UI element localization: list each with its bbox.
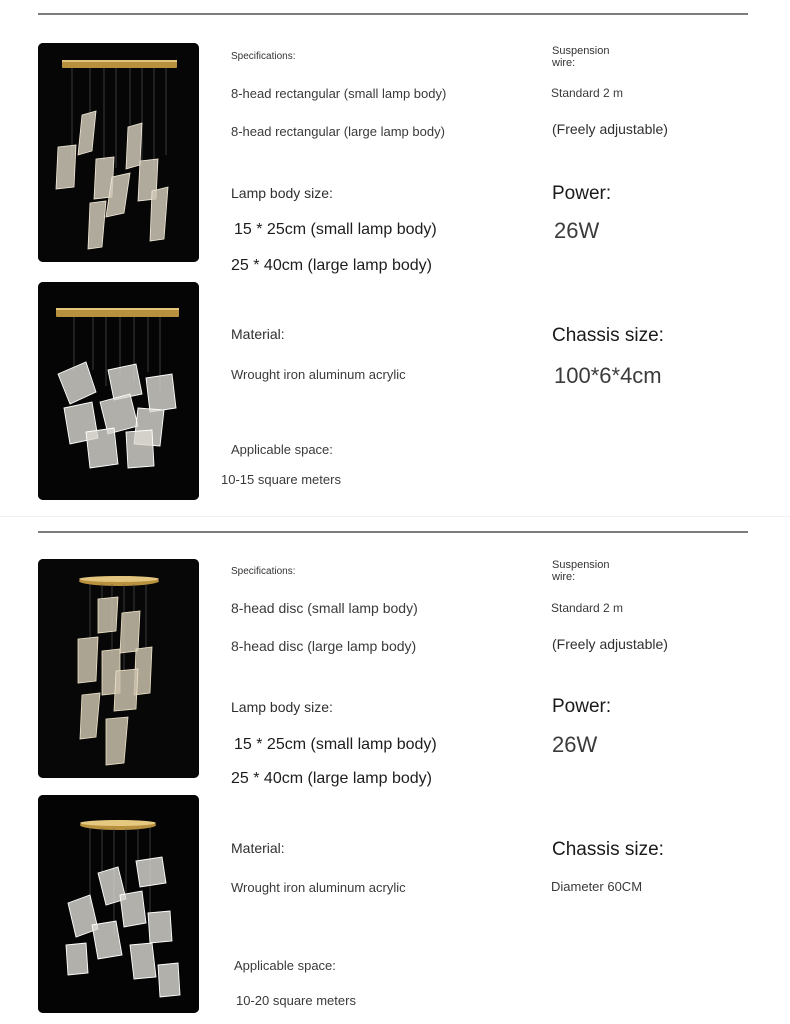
product-photo-rectangular-small (38, 43, 199, 262)
applicable-space-label: Applicable space: (234, 958, 336, 973)
suspension-label-line-1: Suspension (552, 45, 610, 57)
spec-line-1: 8-head rectangular (small lamp body) (231, 86, 447, 101)
spec-line-2: 8-head disc (large lamp body) (231, 638, 417, 654)
lamp-body-label: Lamp body size: (231, 699, 333, 715)
chassis-label: Chassis size: (552, 325, 664, 346)
chandelier-rectangular-image (38, 43, 199, 262)
suspension-label-line-2: wire: (552, 57, 576, 69)
suspension-value: Standard 2 m (551, 86, 624, 100)
chassis-label: Chassis size: (552, 839, 664, 860)
suspension-label-line-1: Suspension (552, 559, 610, 571)
lamp-body-small: 15 * 25cm (small lamp body) (234, 736, 437, 753)
suspension-note: (Freely adjustable) (552, 121, 668, 137)
specifications-label: Specifications: (231, 566, 296, 577)
power-label: Power: (552, 183, 612, 204)
material-value: Wrought iron aluminum acrylic (231, 880, 406, 895)
power-value: 26W (554, 218, 600, 243)
chassis-value: 100*6*4cm (554, 363, 662, 388)
suspension-label-line-2: wire: (552, 571, 576, 583)
lamp-body-small: 15 * 25cm (small lamp body) (234, 221, 437, 238)
product-photo-rectangular-large (38, 282, 199, 500)
power-label: Power: (552, 696, 612, 717)
specifications-label: Specifications: (231, 51, 296, 62)
lamp-body-label: Lamp body size: (231, 185, 333, 201)
lamp-body-large: 25 * 40cm (large lamp body) (231, 257, 432, 274)
section-divider-top (38, 13, 748, 15)
spec-line-2: 8-head rectangular (large lamp body) (231, 124, 445, 139)
product-photo-disc-large (38, 795, 199, 1013)
material-label: Material: (231, 326, 285, 342)
chandelier-rectangular-large-image (38, 282, 199, 500)
material-label: Material: (231, 840, 285, 856)
applicable-space-value: 10-20 square meters (236, 993, 356, 1008)
applicable-space-label: Applicable space: (231, 442, 333, 457)
suspension-note: (Freely adjustable) (552, 636, 668, 652)
chassis-value: Diameter 60CM (551, 879, 643, 894)
section-divider-middle (38, 531, 748, 533)
power-value: 26W (552, 732, 598, 757)
chandelier-disc-large-image (38, 795, 199, 1013)
suspension-value: Standard 2 m (551, 601, 624, 615)
lamp-body-large: 25 * 40cm (large lamp body) (231, 770, 432, 787)
applicable-space-value: 10-15 square meters (221, 472, 341, 487)
image-boundary (0, 516, 790, 517)
product-photo-disc-small (38, 559, 199, 778)
chandelier-disc-image (38, 559, 199, 778)
material-value: Wrought iron aluminum acrylic (231, 367, 406, 382)
spec-line-1: 8-head disc (small lamp body) (231, 600, 418, 616)
